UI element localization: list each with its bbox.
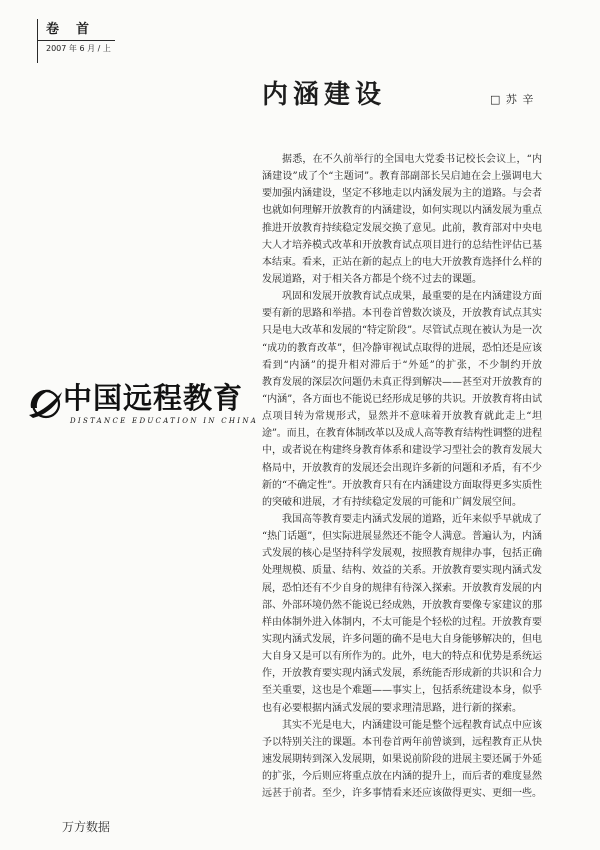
text-line-content: 式发展的核心是坚持科学发展观，按照教育规律办事，包括正确 [262, 548, 542, 560]
text-line-content: 远甚于前者。至少，许多事情看来还应该做得更实、更细一些。 [262, 788, 542, 800]
logo-name-en: DISTANCE EDUCATION IN CHINA [70, 417, 259, 425]
text-line [262, 202, 542, 219]
text-line [262, 717, 542, 734]
text-line-content: 格局中，开放教育的发展还会出现许多新的问题和矛盾，有不少 [262, 462, 542, 474]
text-line [262, 751, 542, 768]
text-line-content: 予以特别关注的课题。本刊卷首两年前曾谈到，远程教育正从快 [262, 736, 542, 748]
text-line [262, 271, 542, 288]
text-line-content: 本结束。看来，正站在新的起点上的电大开放教育选择什么样的 [262, 256, 542, 268]
text-line [262, 785, 542, 802]
magazine-logo [26, 381, 259, 430]
text-line [262, 374, 542, 391]
text-line-content: 部、外部环境仍然不能说已经成熟，开放教育要像专家建议的那 [262, 599, 542, 611]
text-line-content: 实现内涵式发展，许多问题的确不是电大自身能够解决的，但电 [262, 633, 542, 645]
article-title: 内涵建设 [262, 80, 387, 110]
text-line [262, 580, 542, 597]
text-line [262, 425, 542, 442]
text-line [262, 357, 542, 374]
text-line-content: 发展道路，对于相关各方都是个绕不过去的课题。 [262, 273, 482, 285]
text-line-content: 点项目转为常规形式，显然并不意味着开放教育就此走上“坦 [262, 411, 543, 423]
text-line [262, 288, 542, 305]
text-line [262, 460, 542, 477]
text-line-content: 途”。而且，在教育体制改革以及成人高等教育结构性调整的进程 [262, 428, 542, 440]
text-line-content: 至关重要，这也是个难题——事实上，包括系统建设本身，似乎 [262, 685, 542, 697]
text-line-content: 我国高等教育要走内涵式发展的道路，近年来似乎早就成了 [282, 513, 542, 525]
text-line [262, 185, 542, 202]
text-line [262, 408, 542, 425]
text-line-content: 大人才培养模式改革和开放教育试点项目进行的总结性评估已基 [262, 239, 542, 251]
article-paragraph [262, 511, 542, 717]
author-byline: □ 苏 辛 [490, 93, 535, 106]
issue-date: 2007 年 6 月 / 上 [46, 44, 111, 53]
text-line-content: 教育发展的深层次问题仍未真正得到解决——甚至对开放教育的 [262, 376, 542, 388]
text-line [262, 631, 542, 648]
text-line [262, 768, 542, 785]
text-line [262, 220, 542, 237]
article-paragraph [262, 717, 542, 803]
text-line [262, 734, 542, 751]
text-line-content: 样由体制外进入体制内，不太可能是个轻松的过程。开放教育要 [262, 616, 542, 628]
text-line [262, 305, 542, 322]
watermark: 万方数据 [62, 820, 111, 834]
text-line [262, 340, 542, 357]
text-line-content: 新的“不确定性”。开放教育只有在内涵建设方面取得更多实质性 [262, 479, 542, 491]
text-line [262, 477, 542, 494]
text-line [262, 614, 542, 631]
text-line-content: 作，开放教育要实现内涵式发展，系统能否形成新的共识和合力 [262, 668, 542, 680]
text-line-content: 展，恐怕还有不少自身的规律有待深入探索。开放教育发展的内 [262, 582, 542, 594]
header-vertical-rule [37, 19, 38, 63]
text-line [262, 700, 542, 717]
text-line [262, 511, 542, 528]
text-line-content: 要有新的思路和举措。本刊卷首曾数次谈及，开放教育试点其实 [262, 308, 542, 320]
article-paragraph [262, 151, 542, 288]
text-line [262, 562, 542, 579]
text-line-content: 涵建设”成了个“主题词”。教育部副部长吴启迪在会上强调电大 [262, 171, 543, 183]
text-line [262, 237, 542, 254]
text-line [262, 391, 542, 408]
logo-name-cn: 中国远程教育 [63, 381, 244, 415]
text-line-content: 的扩张，今后则应将重点放在内涵的提升上，而后者的难度显然 [262, 771, 542, 783]
text-line [262, 545, 542, 562]
text-line [262, 665, 542, 682]
text-line [262, 494, 542, 511]
text-line-content: 也有必要根据内涵式发展的要求理清思路，进行新的探索。 [262, 702, 522, 714]
text-line-content: 推进开放教育持续稳定发展交换了意见。此前，教育部对中央电 [262, 222, 542, 234]
text-line [262, 682, 542, 699]
text-line [262, 597, 542, 614]
text-line-content: 大自身又是可以有所作为的。此外，电大的特点和优势是系统运 [262, 651, 542, 663]
header-horizontal-rule [37, 40, 115, 41]
text-line-content: 的突破和进展，才有持续稳定发展的可能和广阔发展空间。 [262, 496, 522, 508]
text-line-content: 看到“内涵”的提升相对滞后于“外延”的扩张，不少制约开放 [262, 359, 543, 371]
text-line-content: “内涵”，各方面也不能说已经形成足够的共识。开放教育将由试 [262, 393, 542, 405]
text-line-content: 中，或者说在构建终身教育体系和建设学习型社会的教育发展大 [262, 445, 542, 457]
text-line-content: 速发展期转到深入发展期，如果说前阶段的进展主要还属于外延 [262, 753, 542, 765]
text-line-content: 据悉，在不久前举行的全国电大党委书记校长会议上，“内 [282, 154, 543, 165]
section-label: 卷 首 [46, 22, 92, 37]
text-line-content: 处理规模、质量、结构、效益的关系。开放教育要实现内涵式发 [262, 565, 542, 577]
text-line-content: 其实不光是电大，内涵建设可能是整个远程教育试点中应该 [282, 719, 542, 731]
text-line [262, 168, 542, 185]
text-line-content: 只是电大改革和发展的“特定阶段”。尽管试点现在被认为是一次 [262, 325, 542, 337]
text-line-content: 也就如何理解开放教育的内涵建设，如何实现以内涵发展为重点 [262, 205, 542, 217]
text-line [262, 648, 542, 665]
article-body [262, 151, 542, 802]
text-line [262, 151, 542, 168]
text-line-content: “成功的教育改革”，但冷静审视试点取得的进展，恐怕还是应该 [262, 342, 542, 354]
text-line-content: “热门话题”，但实际进展显然还不能令人满意。普遍认为，内涵 [262, 531, 542, 543]
text-line-content: 要加强内涵建设，坚定不移地走以内涵发展为主的道路。与会者 [262, 188, 542, 200]
text-line [262, 442, 542, 459]
text-line [262, 528, 542, 545]
text-line [262, 322, 542, 339]
globe-swoosh-icon [26, 385, 64, 423]
text-line [262, 254, 542, 271]
article-paragraph [262, 288, 542, 511]
text-line-content: 巩固和发展开放教育试点成果，最重要的是在内涵建设方面 [282, 291, 542, 303]
